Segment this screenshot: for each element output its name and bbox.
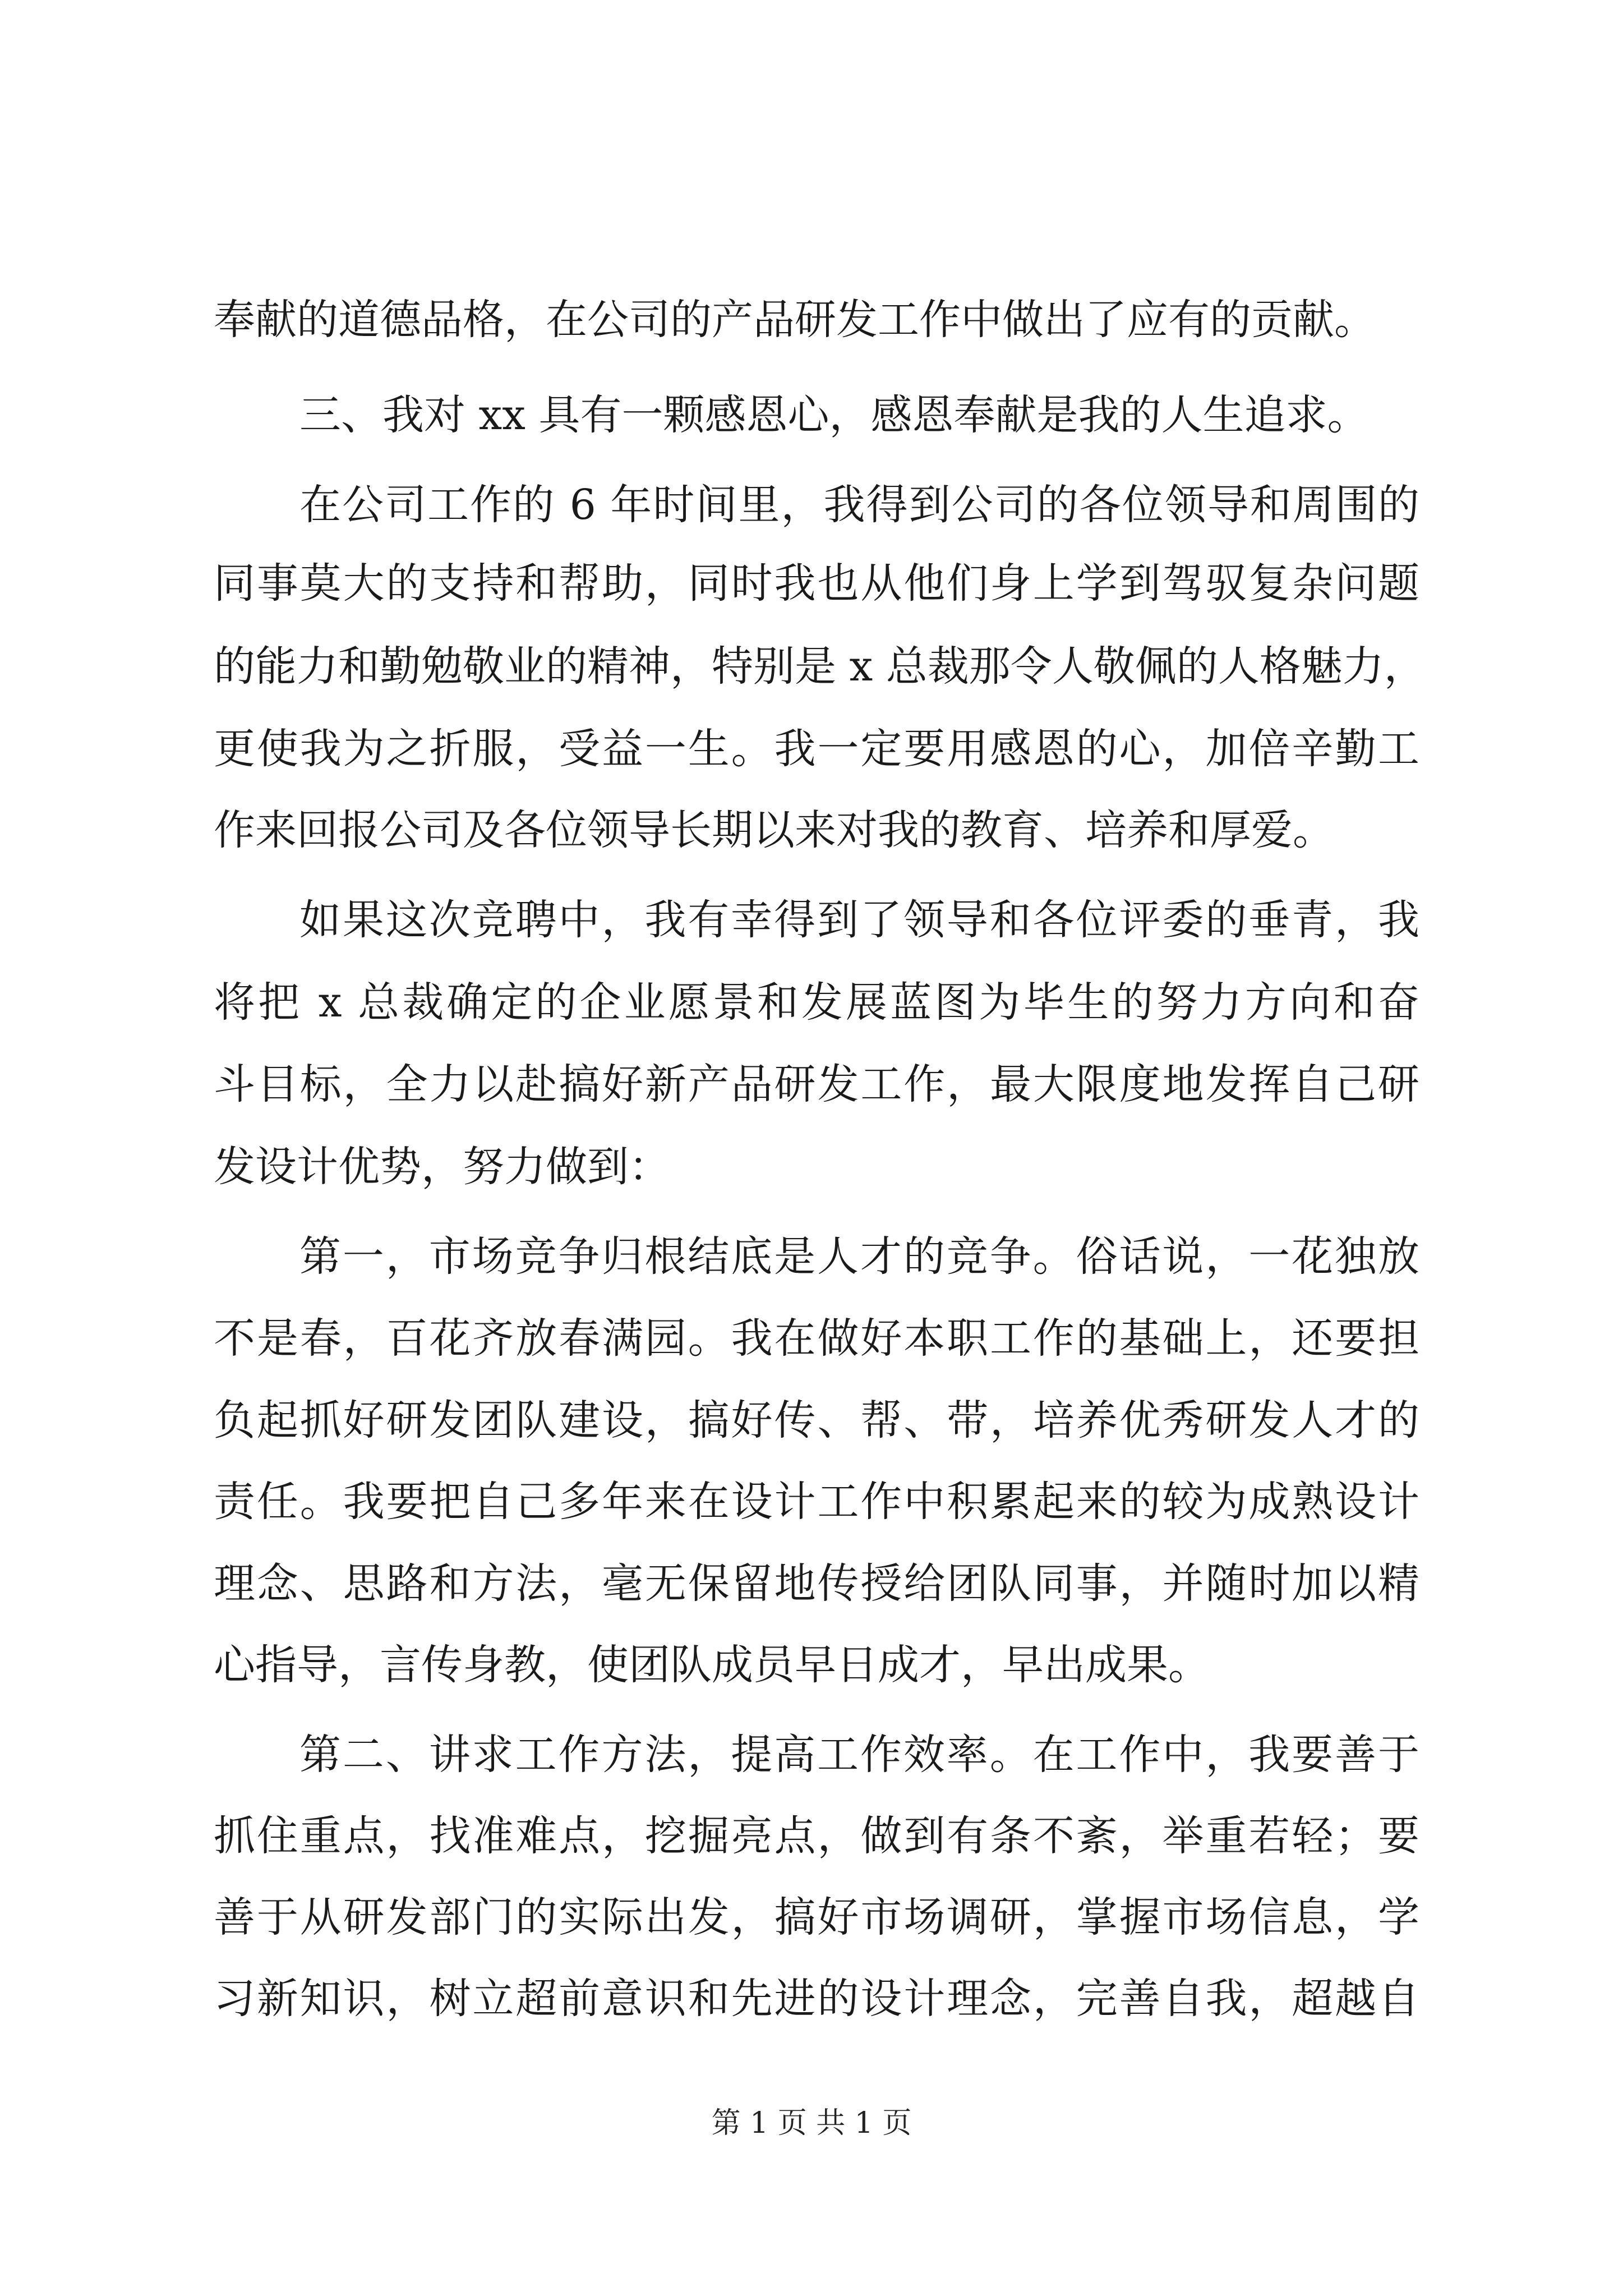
text-line: 将把 x 总裁确定的企业愿景和发展蓝图为毕生的努力方向和奋 — [214, 978, 1419, 1027]
text-line: 第二、讲求工作方法，提高工作效率。在工作中，我要善于 — [299, 1731, 1419, 1779]
text-line: 理念、思路和方法，毫无保留地传授给团队同事，并随时加以精 — [214, 1559, 1419, 1608]
text-line: 善于从研发部门的实际出发，搞好市场调研，掌握市场信息，学 — [214, 1893, 1419, 1941]
text-line: 负起抓好研发团队建设，搞好传、帮、带，培养优秀研发人才的 — [214, 1396, 1419, 1444]
text-line: 在公司工作的 6 年时间里，我得到公司的各位领导和周围的 — [299, 481, 1419, 529]
page-number-footer: 第 1 页 共 1 页 — [711, 2106, 912, 2140]
text-line: 第一，市场竞争归根结底是人才的竞争。俗话说，一花独放 — [299, 1232, 1419, 1281]
text-line: 更使我为之折服，受益一生。我一定要用感恩的心，加倍辛勤工 — [214, 725, 1419, 773]
text-line: 习新知识，树立超前意识和先进的设计理念，完善自我，超越自 — [214, 1975, 1419, 2023]
text-line: 责任。我要把自己多年来在设计工作中积累起来的较为成熟设计 — [214, 1478, 1419, 1526]
text-line: 的能力和勤勉敬业的精神，特别是 x 总裁那令人敬佩的人格魅力， — [214, 642, 1426, 691]
text-line: 心指导，言传身教，使团队成员早日成才，早出成果。 — [214, 1641, 1210, 1689]
text-line: 发设计优势，努力做到： — [214, 1143, 670, 1191]
text-line: 奉献的道德品格，在公司的产品研发工作中做出了应有的贡献。 — [214, 296, 1376, 344]
text-line: 抓住重点，找准难点，挖掘亮点，做到有条不紊，举重若轻；要 — [214, 1812, 1419, 1860]
text-line: 不是春，百花齐放春满园。我在做好本职工作的基础上，还要担 — [214, 1314, 1419, 1363]
section-heading: 三、我对 xx 具有一颗感恩心，感恩奉献是我的人生追求。 — [299, 391, 1369, 439]
text-line: 斗目标，全力以赴搞好新产品研发工作，最大限度地发挥自己研 — [214, 1060, 1419, 1108]
text-line: 同事莫大的支持和帮助，同时我也从他们身上学到驾驭复杂问题 — [214, 559, 1419, 608]
text-line: 如果这次竞聘中，我有幸得到了领导和各位评委的垂青，我 — [299, 896, 1419, 944]
text-line: 作来回报公司及各位领导长期以来对我的教育、培养和厚爱。 — [214, 806, 1334, 854]
